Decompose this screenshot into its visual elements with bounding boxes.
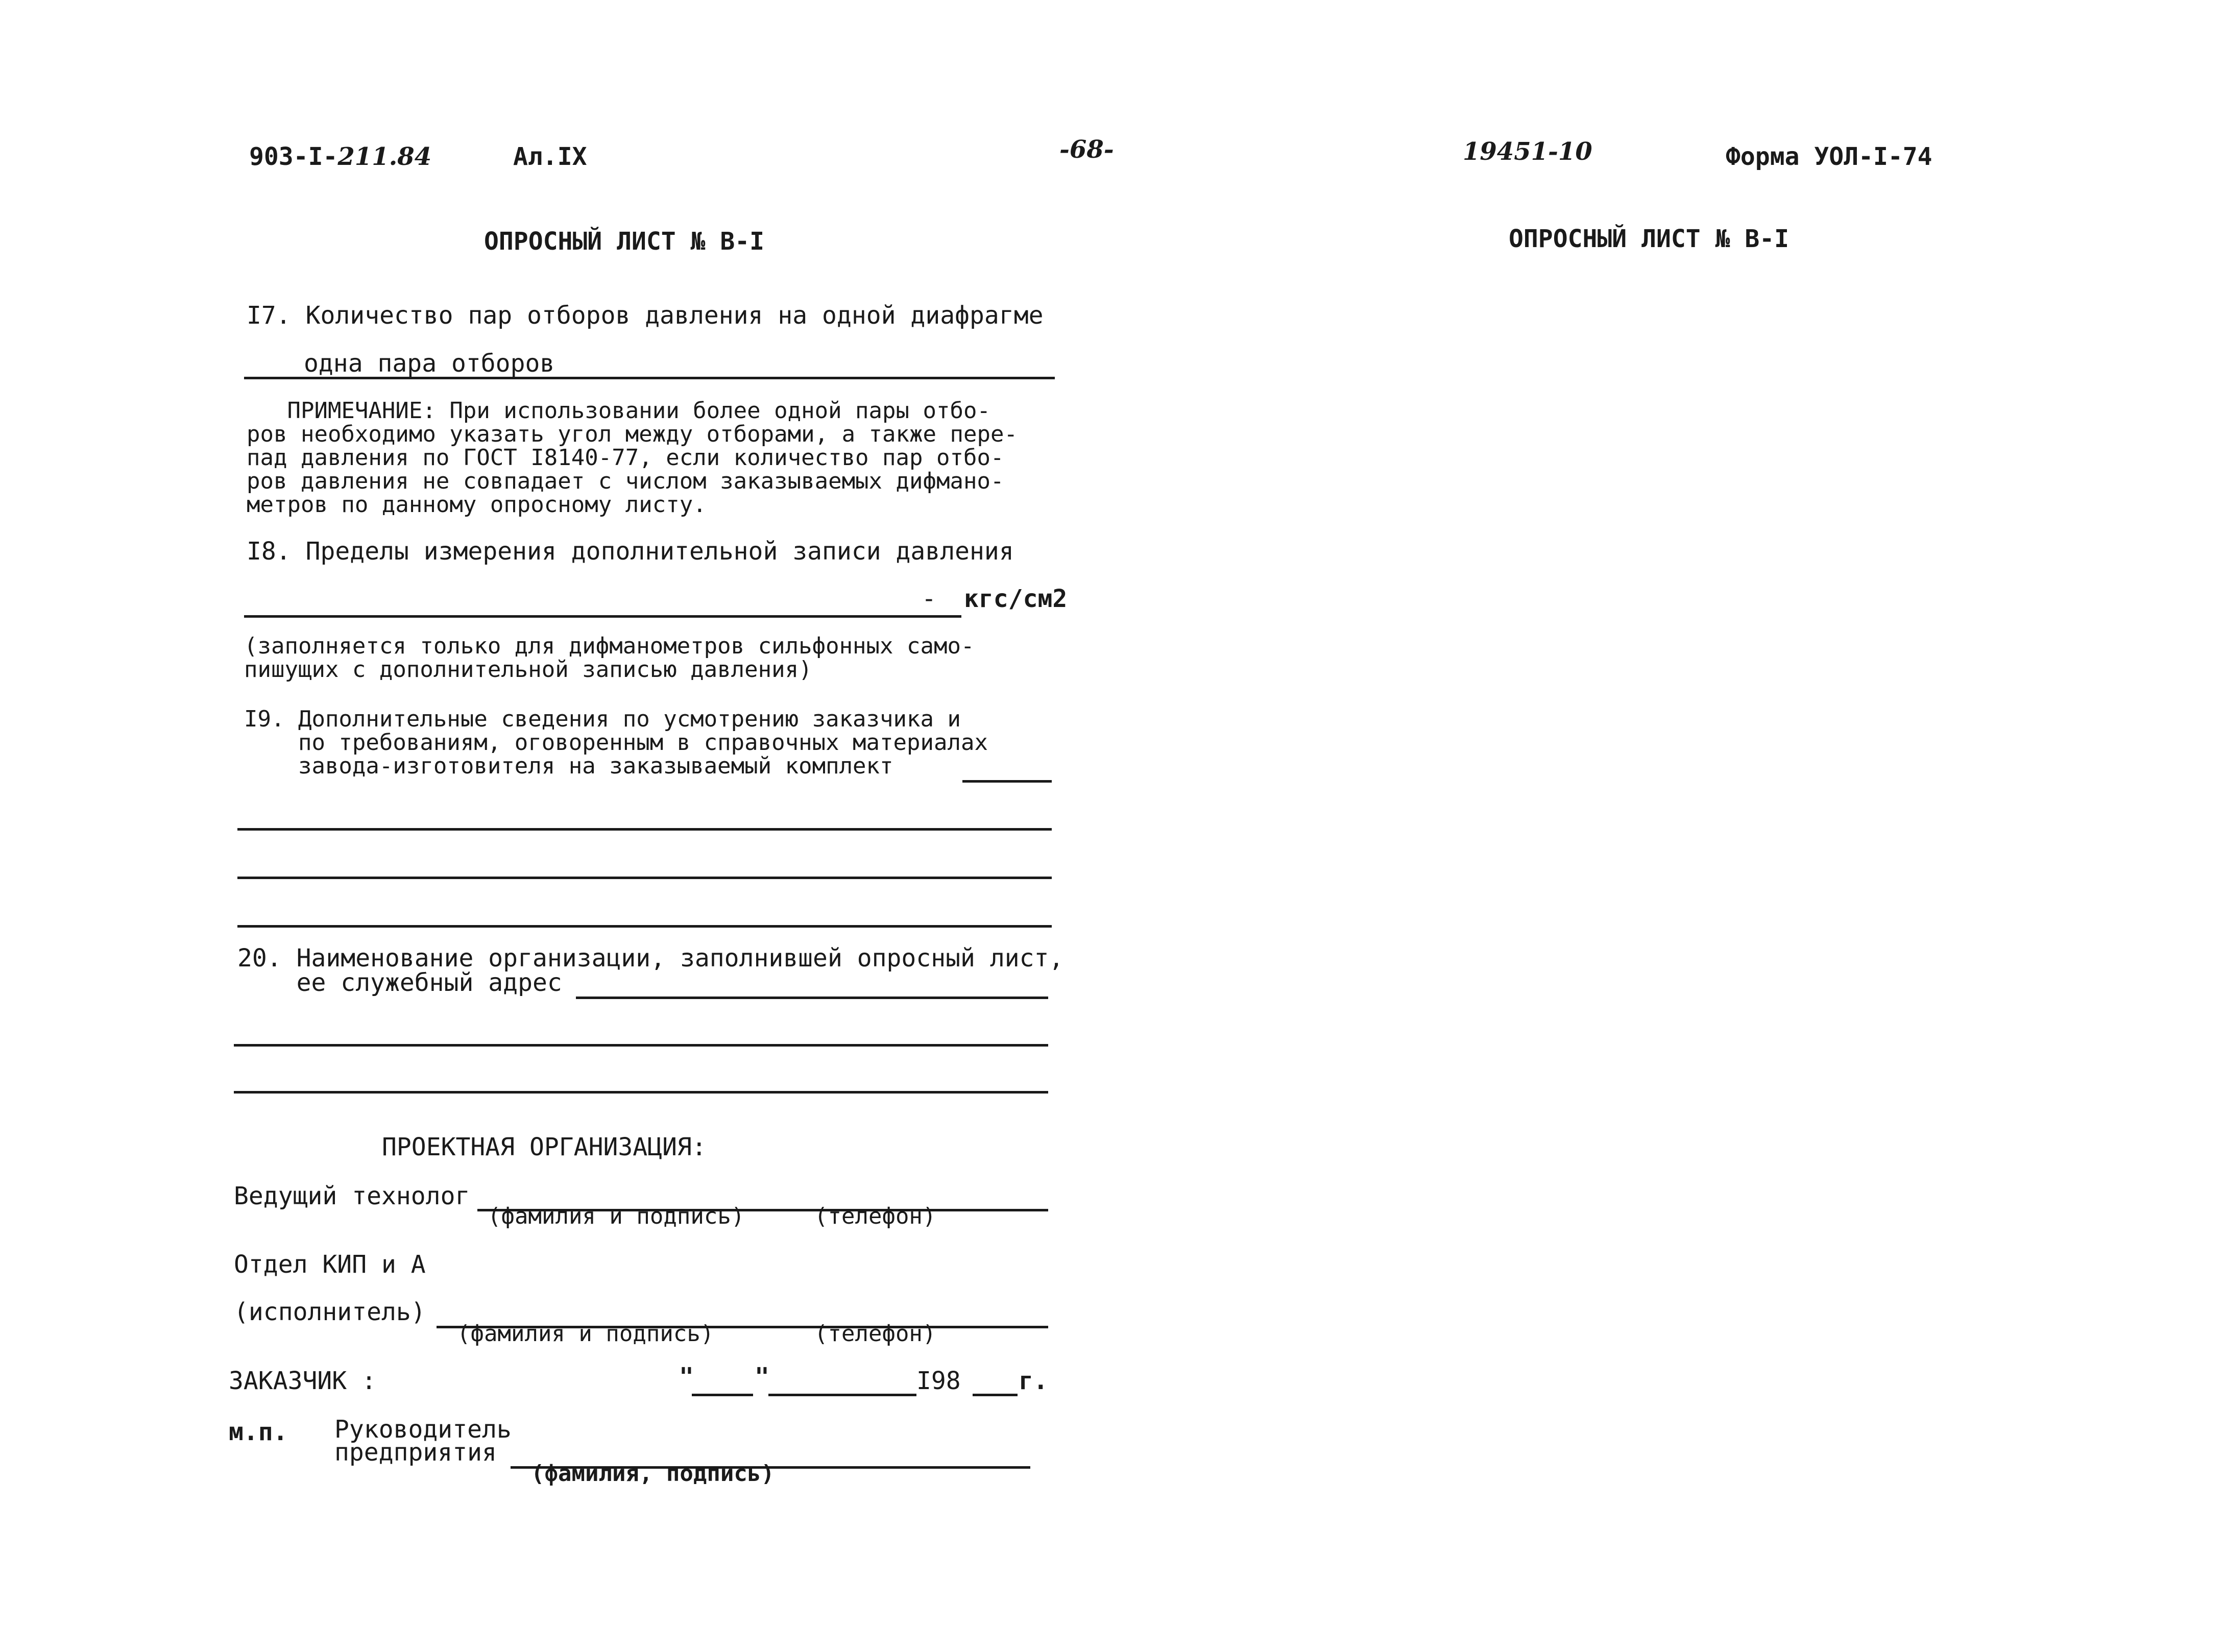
doc-code [249,144,431,169]
item-20-blank-line [234,1091,1048,1094]
head-label-line1: Руководитель [334,1415,512,1444]
item-20-blank-line [234,1044,1048,1047]
item-17-value: одна пара отборов [304,349,555,378]
executor-label: (исполнитель) [234,1298,426,1326]
title-left: ОПРОСНЫЙ ЛИСТ № В-I [484,227,765,256]
design-org-heading: ПРОЕКТНАЯ ОРГАНИЗАЦИЯ: [382,1133,707,1161]
form-code: Форма УОЛ-I-74 [1726,142,1932,171]
doc-code-handwritten: 211.84 [337,142,432,171]
item-19-line: I9. Дополнительные сведения по усмотрению заказчика и [244,706,961,732]
item-19-blank [962,780,1052,783]
dept-label: Отдел КИП и А [234,1250,426,1279]
date-quote-open: " [679,1363,694,1391]
date-quote-close: " [755,1363,769,1391]
note-line: пад давления по ГОСТ I8140-77, если количество пар отбо- [247,445,1004,471]
item-19-blank-line [237,925,1052,928]
phone-hint: (телефон) [814,1321,936,1347]
lead-technologist-label: Ведущий технолог [234,1182,470,1210]
page-number: -68- [1059,135,1114,164]
date-year-suffix: г. [1019,1367,1048,1395]
date-day-line [692,1394,753,1396]
head-label-line2: предприятия [334,1438,497,1467]
item-20-line: ее служебный адрес [237,968,562,997]
item-18-unit: кгс/см2 [964,585,1068,613]
date-month-line [768,1394,916,1396]
doc-code-prefix: 903-I- [249,142,338,171]
note-line: ров давления не совпадает с числом заказываемых дифмано- [247,468,1004,494]
date-year-line [973,1394,1018,1396]
album-number: Ал.IX [513,142,587,171]
customer-label: ЗАКАЗЧИК : [229,1367,376,1395]
item-17-underline [244,377,1055,379]
sign-hint: (фамилия, подпись) [531,1461,775,1487]
item-19-blank-line [237,828,1052,831]
item-17-label: I7. Количество пар отборов давления на одной диафрагме [247,301,1044,330]
item-18-note-line: пишущих с дополнительной записью давления) [244,657,812,683]
item-18-label: I8. Пределы измерения дополнительной записи давления [247,537,1014,566]
item-19-line: завода-изготовителя на заказываемый комплект [244,753,893,779]
note-line: ров необходимо указать угол между отборами, а также пере- [247,421,1018,447]
item-20-address-line [576,997,1048,999]
item-18-range-line [244,615,961,618]
title-right: ОПРОСНЫЙ ЛИСТ № В-I [1509,225,1789,253]
note-line: ПРИМЕЧАНИЕ: При использовании более одной пары отбо- [247,398,990,424]
sign-hint: (фамилия и подпись) [488,1203,745,1229]
note-line: метров по данному опросному листу. [247,492,707,518]
item-18-dash: - [922,585,936,613]
item-19-line: по требованиям, оговоренным в справочных материалах [244,730,988,756]
inventory-number: 19451-10 [1463,137,1592,166]
sign-hint: (фамилия и подпись) [457,1321,714,1347]
item-19-blank-line [237,877,1052,879]
date-year: I98 [916,1367,961,1395]
item-18-note-line: (заполняется только для дифманометров сильфонных само- [244,633,975,659]
stamp-place-label: м.п. [229,1418,288,1446]
item-20-line: 20. Наименование организации, заполнившей опросный лист, [237,944,1064,973]
phone-hint: (телефон) [814,1203,936,1229]
